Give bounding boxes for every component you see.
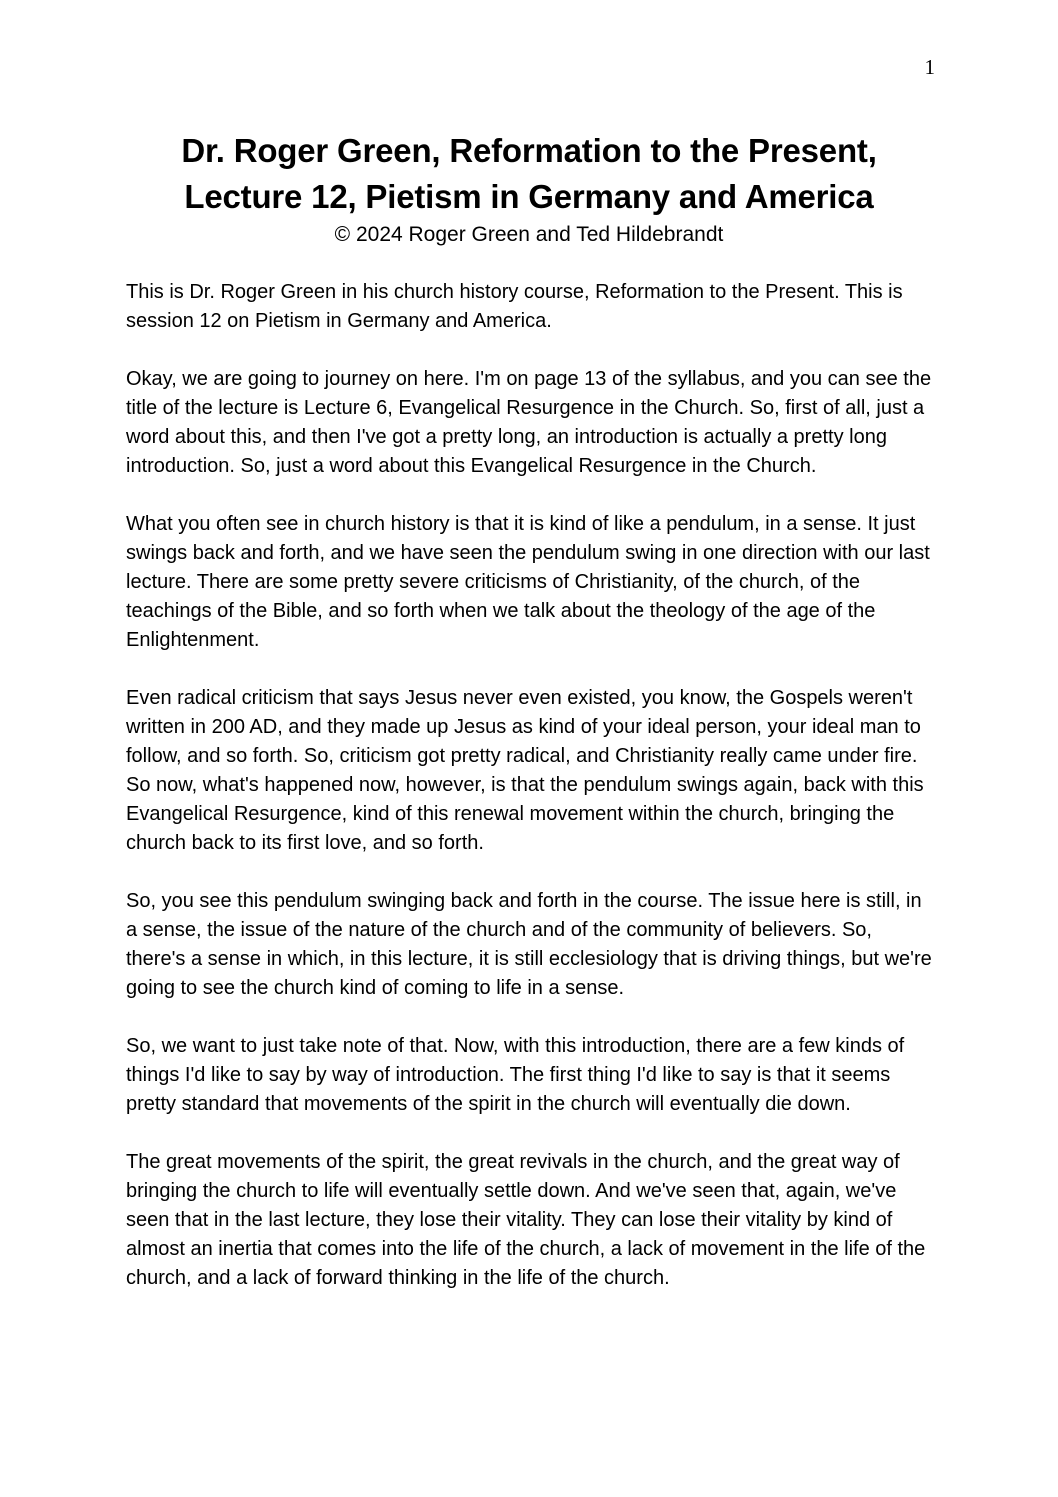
paragraph-6: So, we want to just take note of that. Now, with this introduction, there are a few kinds of things I'd like to say by way of introduction. The first thing I'd like to say is that it seems pretty standard that movements of the spirit in the church will eventually die down.: [126, 1035, 905, 1115]
document-title: [126, 128, 932, 220]
paragraph-7: The great movements of the spirit, the great revivals in the church, and the great way of bringing the church to life will eventually settle down. And we've seen that, again, we've seen that in the last lecture, they lose their vitality. They can lose their vitality by kind of almost an inertia that comes into the life of the church, a lack of movement in the life of the church, and a lack of forward thinking in the life of the church.: [126, 1151, 926, 1289]
title-line-1: Dr. Roger Green, Reformation to the Present,: [181, 132, 877, 169]
paragraph-2: Okay, we are going to journey on here. I'm on page 13 of the syllabus, and you can see the title of the lecture is Lecture 6, Evangelical Resurgence in the Church. So, first of all, just a word about this, and then I've got a pretty long, an introduction is actually a pretty long introduction. So, just a word about this Evangelical Resurgence in the Church.: [126, 368, 932, 477]
page-number: 1: [924, 55, 935, 79]
paragraph-4: Even radical criticism that says Jesus never even existed, you know, the Gospels weren't written in 200 AD, and they made up Jesus as kind of your ideal person, your ideal man to follow, and so forth. So, criticism got pretty radical, and Christianity really came under fire. So now, what's happened now, however, is that the pendulum swings again, back with this Evangelical Resurgence, kind of this renewal movement within the church, bringing the church back to its first love, and so forth.: [126, 687, 924, 854]
title-line-2: Lecture 12, Pietism in Germany and America: [184, 178, 874, 215]
transcript-body: [126, 278, 932, 1293]
paragraph-5: So, you see this pendulum swinging back and forth in the course. The issue here is still, in a sense, the issue of the nature of the church and of the community of believers. So, there's a sense in which, in this lecture, it is still ecclesiology that is driving things, but we're going to see the church kind of coming to life in a sense.: [126, 890, 932, 999]
copyright-line: © 2024 Roger Green and Ted Hildebrandt: [334, 223, 724, 246]
paragraph-1: This is Dr. Roger Green in his church history course, Reformation to the Present. This is session 12 on Pietism in Germany and America.: [126, 281, 903, 332]
paragraph-3: What you often see in church history is that it is kind of like a pendulum, in a sense. It just swings back and forth, and we have seen the pendulum swing in one direction with our last lecture. There are some pretty severe criticisms of Christianity, of the church, of the teachings of the Bible, and so forth when we talk about the theology of the age of the Enlightenment.: [126, 513, 930, 651]
